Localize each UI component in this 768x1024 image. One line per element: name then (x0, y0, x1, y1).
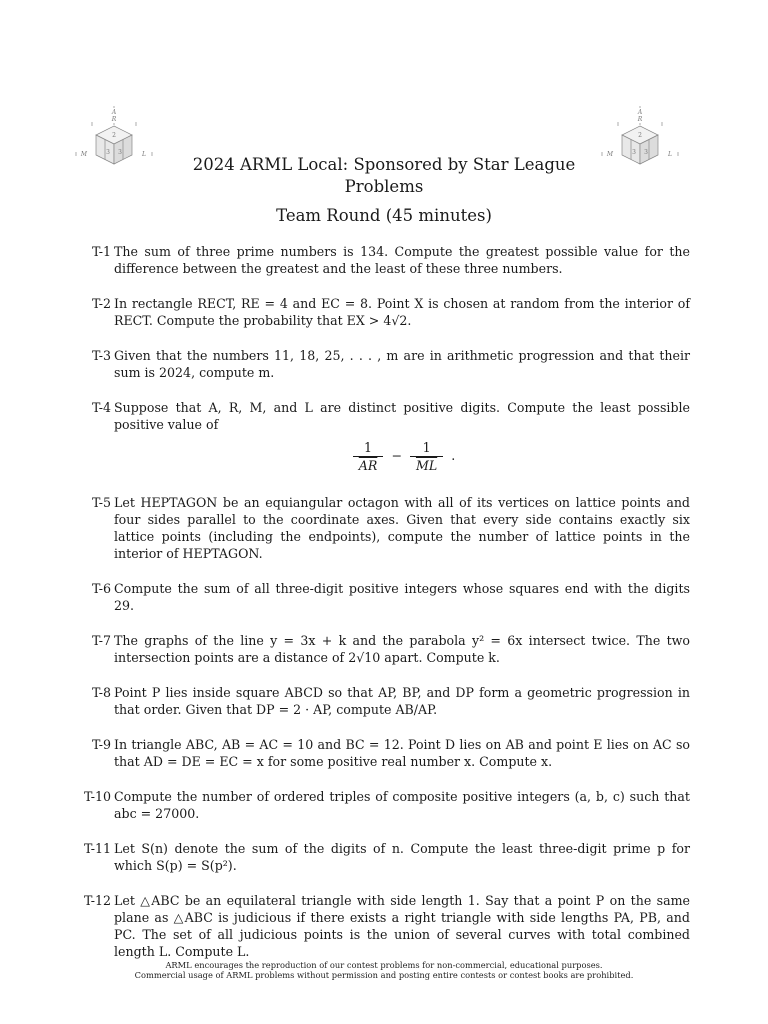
logo-number-right: 3 (118, 149, 122, 156)
footer-notice (0, 960, 768, 980)
problem-item (78, 840, 690, 874)
problem-text: The graphs of the line y = 3x + k and the parabola y² = 6x intersect twice. The two intersection points are a distance of 2√10 apart. Compute k. (114, 633, 690, 665)
problem-text: Compute the number of ordered triples of composite positive integers (a, b, c) such that abc = 27000. (114, 789, 690, 821)
logo-letter-m: M (80, 151, 88, 158)
svg-text:L: L (668, 151, 672, 158)
problem-item (78, 243, 690, 277)
problem-item (78, 684, 690, 718)
problem-text: In triangle ABC, AB = AC = 10 and BC = 12. Point D lies on AB and point E lies on AC so that AD = DE = EC = x for some positive real number x. Compute x. (114, 737, 690, 769)
problem-item (78, 788, 690, 822)
logo-letter-r: R (111, 116, 117, 123)
problem-item (78, 494, 690, 562)
logo-number-left: 3 (106, 149, 110, 156)
contest-title: 2024 ARML Local: Sponsored by Star League (192, 155, 576, 174)
problem-label: T-6 (91, 581, 111, 596)
title-block (0, 154, 768, 227)
problem-text: Point P lies inside square ABCD so that AP, BP, and DP form a geometric progression in that order. Given that DP = 2 · AP, compute AB/AP. (114, 685, 690, 717)
svg-text:2: 2 (638, 132, 642, 139)
problem-item (78, 736, 690, 770)
fraction-2-numerator: 1 (410, 439, 443, 457)
problem-label: T-2 (91, 296, 111, 311)
fraction-1-numerator: 1 (353, 439, 384, 457)
problem-text: Let HEPTAGON be an equiangular octagon with all of its vertices on lattice points and four sides parallel to the coordinate axes. Given that every side contains exactly six lattice points (including the endpoints), compute the number of lattice points in the interior of HEPTAGON. (114, 495, 690, 561)
footer-line-2: Commercial usage of ARML problems without permission and posting entire contests or contest books are prohibited. (134, 970, 634, 980)
svg-text:R: R (637, 116, 643, 123)
expression-period: . (451, 448, 456, 463)
contest-subtitle: Problems (344, 177, 424, 196)
problem-text: Suppose that A, R, M, and L are distinct positive digits. Compute the least possible positive value of (114, 400, 690, 432)
svg-text:3: 3 (632, 149, 636, 156)
problem-text: Given that the numbers 11, 18, 25, . . . , m are in arithmetic progression and that their sum is 2024, compute m. (114, 348, 690, 380)
problem-text: Compute the sum of all three-digit positive integers whose squares end with the digits 29. (114, 581, 690, 613)
problem-item (78, 580, 690, 614)
fraction-1-denominator: AR (358, 458, 378, 473)
problem-label: T-5 (91, 495, 111, 510)
fraction-2-denominator: ML (415, 458, 438, 473)
fraction-2 (410, 439, 443, 474)
logo-number-top: 2 (112, 132, 116, 139)
problem-label: T-8 (91, 685, 111, 700)
problem-label: T-7 (91, 633, 111, 648)
problem-item (78, 347, 690, 381)
svg-text:M: M (606, 151, 614, 158)
problem-label: T-12 (83, 893, 111, 908)
problem-label: T-1 (91, 244, 111, 259)
logo-letter-a: A (111, 109, 117, 116)
fraction-operator: − (391, 448, 402, 463)
problem-list (78, 243, 690, 978)
problem-text: Let △ABC be an equilateral triangle with side length 1. Say that a point P on the same plane as △ABC is judicious if there exists a right triangle with side lengths PA, PB, and PC. The set of all judicious points is the union of several curves with total combined length L. Compute L. (114, 893, 690, 959)
problem-item (78, 295, 690, 329)
problem-text: In rectangle RECT, RE = 4 and EC = 8. Point X is chosen at random from the interior of RECT. Compute the probability that EX > 4√2. (114, 296, 690, 328)
problem-label: T-4 (91, 400, 111, 415)
fraction-expression (114, 439, 690, 474)
problem-item (78, 892, 690, 960)
problem-text: The sum of three prime numbers is 134. Compute the greatest possible value for the difference between the greatest and the least of these three numbers. (114, 244, 690, 276)
problem-label: T-11 (83, 841, 111, 856)
problem-text: Let S(n) denote the sum of the digits of n. Compute the least three-digit prime p for which S(p) = S(p²). (114, 841, 690, 873)
logo-letter-l: L (142, 151, 146, 158)
svg-text:A: A (637, 109, 643, 116)
problem-label: T-10 (83, 789, 111, 804)
problem-label: T-3 (91, 348, 111, 363)
problem-item (78, 399, 690, 476)
problem-label: T-9 (91, 737, 111, 752)
fraction-1 (353, 439, 384, 474)
problem-item (78, 632, 690, 666)
round-title: Team Round (45 minutes) (276, 206, 492, 225)
svg-text:3: 3 (644, 149, 648, 156)
footer-line-1: ARML encourages the reproduction of our contest problems for non-commercial, educational purposes. (165, 960, 603, 970)
